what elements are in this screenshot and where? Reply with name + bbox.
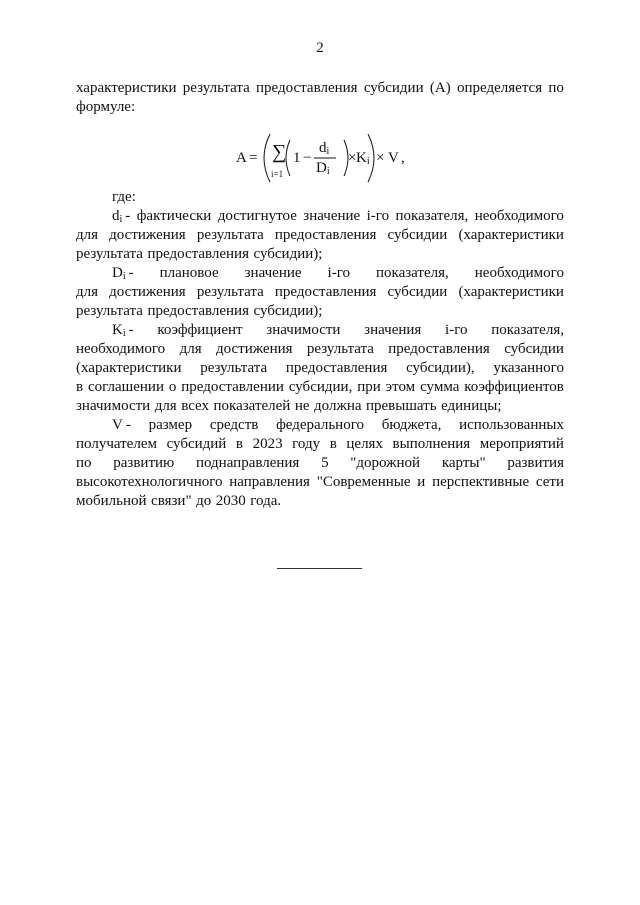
fraction-numerator: $d_i$ — [319, 140, 330, 157]
text-line: необходимого для достижения результата предоставления субсидии — [76, 341, 564, 357]
definition-symbol: $K_i$ - — [112, 322, 134, 339]
definition-D-line-1: $D_i$ - плановое значение i-го показателя, необходимого — [112, 264, 564, 286]
text-line: формуле: — [76, 99, 136, 115]
formula-lhs: A — [236, 150, 247, 166]
definition-V-line-1: V - размер средств федерального бюджета, использованных — [112, 417, 564, 433]
end-separator-line — [277, 568, 362, 569]
formula-minus: − — [303, 150, 312, 166]
sum-index: i=1 — [271, 169, 284, 179]
definition-symbol: $D_i$ - — [112, 265, 134, 282]
text-line: высокотехнологичного направления "Современные и перспективные сети — [76, 474, 564, 490]
text-line: характеристики результата предоставления субсидии (A) определяется по — [76, 80, 564, 96]
text-line: результата предоставления субсидии); — [76, 246, 323, 262]
text-line: (характеристики результата предоставления субсидии), указанного — [76, 360, 564, 376]
text-line: в соглашении о предоставлении субсидии, при этом сумма коэффициентов — [76, 379, 564, 395]
formula-times: × — [348, 150, 357, 166]
formula-parentheses — [236, 130, 436, 186]
formula-k: $K_i$ — [356, 150, 370, 167]
formula-times: × — [376, 150, 385, 166]
text-line: результата предоставления субсидии); — [76, 303, 323, 319]
formula-one: 1 — [293, 150, 301, 166]
formula-equals: = — [249, 150, 258, 166]
definition-symbol: V - — [112, 417, 131, 433]
fraction-denominator: $D_i$ — [316, 160, 330, 177]
text-line: для достижения результата предоставления субсидии (характеристики — [76, 227, 564, 243]
definition-K-line-1: $K_i$ - коэффициент значимости значения i-го показателя, — [112, 321, 564, 343]
formula-comma: , — [401, 150, 405, 166]
inner-left-paren — [286, 140, 290, 176]
where-label: где: — [112, 189, 136, 205]
text-line: получателем субсидий в 2023 году в целях выполнения мероприятий — [76, 436, 564, 452]
text-line: мобильной связи" до 2030 года. — [76, 493, 282, 509]
text-line: значимости для всех показателей не должна превышать единицы; — [76, 398, 502, 414]
outer-left-paren — [264, 134, 270, 182]
sum-symbol: ∑ — [272, 141, 287, 163]
definition-symbol: $d_i$ - — [112, 208, 131, 225]
text-line: для достижения результата предоставления субсидии (характеристики — [76, 284, 564, 300]
definition-d-line-1: $d_i$ - фактически достигнутое значение i-го показателя, необходимого — [112, 207, 564, 229]
page-number: 2 — [316, 40, 324, 56]
formula-v: V — [388, 150, 399, 166]
formula — [236, 130, 436, 186]
text-line: по развитию поднаправления 5 "дорожной карты" развития — [76, 455, 564, 471]
